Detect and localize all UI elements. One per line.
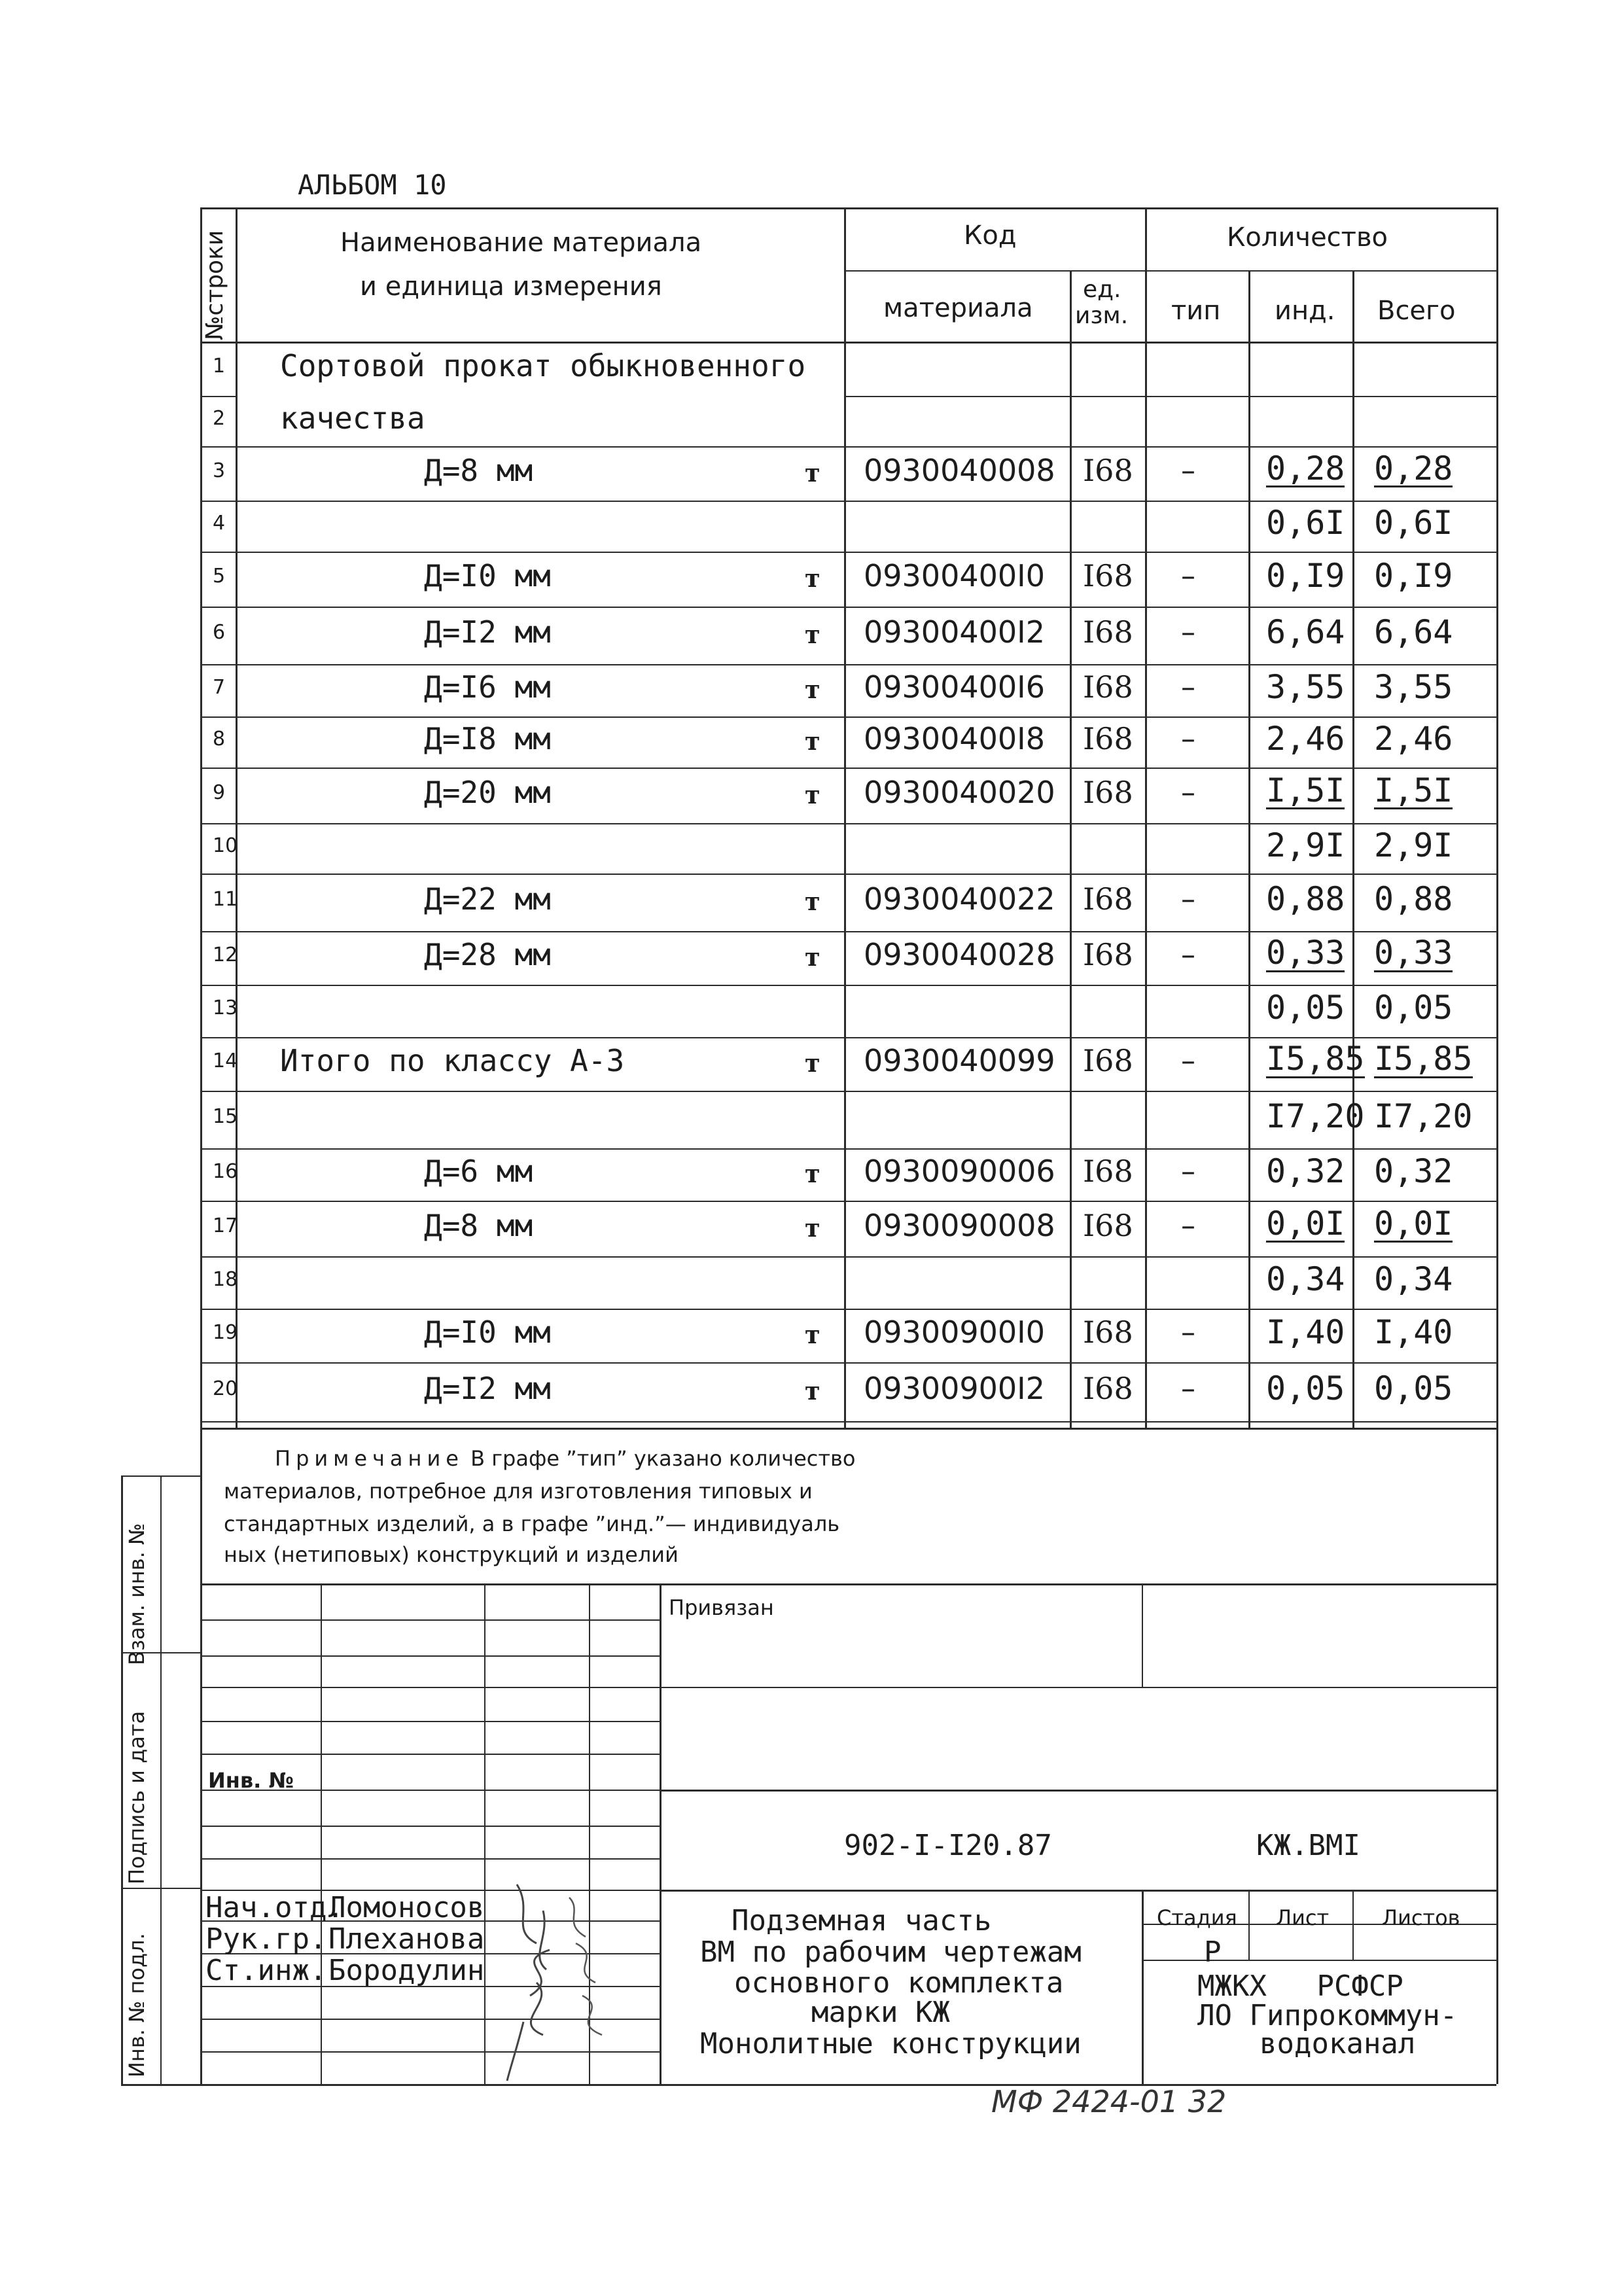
- measure-unit: т: [805, 563, 820, 593]
- material-code: 09300400I2: [864, 614, 1045, 650]
- title-line5: Монолитные конструкции: [700, 2027, 1082, 2060]
- title-line2: ВМ по рабочим чертежам: [700, 1935, 1082, 1969]
- qty-type: –: [1181, 1316, 1195, 1349]
- qty-ind: 0,05: [1266, 989, 1345, 1027]
- material-code: 09300400I0: [864, 558, 1045, 593]
- qty-ind: I7,20: [1266, 1097, 1365, 1135]
- row-line: [200, 874, 1496, 875]
- qty-ind: 0,I9: [1266, 557, 1345, 595]
- header-code-unit-2: изм.: [1075, 302, 1129, 329]
- note-line3: стандартных изделий, а в графе ”инд.”— индивидуаль: [224, 1511, 840, 1536]
- measure-unit: т: [805, 620, 820, 649]
- sheets-label: Листов: [1382, 1905, 1460, 1930]
- qty-ind: 0,34: [1266, 1260, 1345, 1298]
- stamp-row: [200, 1754, 660, 1755]
- header-name-line2: и единица измерения: [360, 272, 662, 302]
- qty-type: –: [1181, 671, 1195, 704]
- qty-ind: 0,88: [1266, 880, 1345, 918]
- unit-code: I68: [1083, 1043, 1133, 1078]
- title-line3: основного комплекта: [734, 1966, 1064, 2000]
- stage-value: Р: [1204, 1935, 1222, 1969]
- note-line2: материалов, потребное для изготовления типовых и: [224, 1479, 813, 1504]
- row-number: 1: [213, 354, 226, 378]
- header-code: Код: [964, 221, 1017, 251]
- measure-unit: т: [805, 942, 820, 972]
- qty-ind: 0,6I: [1266, 504, 1345, 542]
- qty-total: I7,20: [1374, 1097, 1473, 1135]
- material-code: 0930090006: [864, 1154, 1055, 1189]
- header-bottom-border: [200, 342, 1496, 344]
- row-number: 5: [213, 565, 226, 588]
- col-divider-code: [1070, 270, 1072, 1428]
- material-code: 09300900I0: [864, 1315, 1045, 1350]
- title-block-top: [200, 1583, 1496, 1585]
- row-number: 14: [213, 1050, 238, 1072]
- qty-total: 0,05: [1374, 989, 1453, 1027]
- row-number: 9: [213, 781, 226, 804]
- qty-total: 3,55: [1374, 668, 1453, 706]
- qty-type: –: [1181, 1372, 1195, 1405]
- material-name: Д=20 мм: [424, 774, 551, 810]
- title-line1: Подземная часть: [732, 1904, 992, 1937]
- staff-role: Нач.отд.: [205, 1891, 344, 1924]
- row-number: 18: [213, 1268, 238, 1291]
- stage-divider: [1142, 1890, 1144, 2084]
- qty-ind: 0,28: [1266, 449, 1345, 487]
- measure-unit: т: [805, 1048, 820, 1078]
- row-number: 20: [213, 1377, 238, 1400]
- header-qty-type: тип: [1171, 296, 1221, 326]
- side-label-vzam: Взам. инв. №: [124, 1523, 149, 1665]
- row-number: 15: [213, 1105, 238, 1128]
- privyazan-bottom: [660, 1687, 1496, 1688]
- row-number: 13: [213, 997, 238, 1019]
- signatures: [471, 1871, 641, 2087]
- stamp-row: [200, 1858, 660, 1860]
- footer-code: МФ 2424-01 32: [991, 2084, 1227, 2119]
- stamp-row: [200, 1687, 660, 1688]
- row-line: [200, 446, 1496, 448]
- material-code: 09300400I8: [864, 721, 1045, 756]
- material-code: 09300400I6: [864, 669, 1045, 705]
- material-name: Д=28 мм: [424, 937, 551, 972]
- qty-total: 6,64: [1374, 613, 1453, 651]
- qty-type: –: [1181, 883, 1195, 916]
- qty-ind: 6,64: [1266, 613, 1345, 651]
- row-number: 12: [213, 944, 238, 966]
- qty-type: –: [1181, 1155, 1195, 1188]
- row-number: 6: [213, 621, 226, 644]
- row-number: 8: [213, 728, 226, 751]
- row-line: [200, 1362, 1496, 1364]
- qty-ind: 0,32: [1266, 1152, 1345, 1190]
- side-frame-outer: [121, 1475, 123, 2084]
- row-line: [200, 552, 1496, 553]
- row-line: [200, 823, 1496, 824]
- material-name: Д=I2 мм: [424, 1371, 551, 1406]
- row-number: 7: [213, 676, 226, 699]
- title-line4: марки КЖ: [811, 1996, 950, 2029]
- row-line: [200, 1091, 1496, 1092]
- qty-ind: 0,33: [1266, 934, 1345, 972]
- row-line: [200, 716, 1496, 718]
- row-line: [200, 931, 1496, 932]
- staff-name: Плеханова: [328, 1922, 485, 1956]
- unit-code: I68: [1083, 937, 1133, 972]
- row-line: [200, 501, 1496, 502]
- col-divider-rowno: [236, 207, 238, 1428]
- side-label-podpis: Подпись и дата: [124, 1710, 149, 1884]
- header-qty-total: Всего: [1377, 296, 1456, 326]
- material-code: 0930040099: [864, 1043, 1055, 1078]
- row-line: [200, 607, 1496, 608]
- row-line: [200, 1421, 1496, 1422]
- privyazan-label: Привязан: [669, 1595, 774, 1620]
- qty-total: 2,46: [1374, 720, 1453, 758]
- material-name: Д=I0 мм: [424, 1315, 551, 1350]
- qty-total: 0,6I: [1374, 504, 1453, 542]
- stamp-row: [200, 1655, 660, 1657]
- unit-code: I68: [1083, 452, 1133, 488]
- qty-ind: I,5I: [1266, 771, 1345, 809]
- note-line1: [275, 1446, 855, 1471]
- material-code: 0930040008: [864, 452, 1055, 488]
- stamp-row: [200, 1619, 660, 1621]
- unit-code: I68: [1083, 558, 1133, 593]
- qty-total: 0,34: [1374, 1260, 1453, 1298]
- qty-type: –: [1181, 722, 1195, 756]
- unit-code: I68: [1083, 774, 1133, 810]
- header-code-material: материала: [883, 293, 1033, 323]
- qty-total: 0,28: [1374, 449, 1453, 487]
- measure-unit: т: [805, 675, 820, 704]
- stamp-row: [200, 1826, 660, 1827]
- row-line: [844, 396, 1496, 397]
- row-line: [200, 1201, 1496, 1202]
- measure-unit: т: [805, 457, 820, 487]
- row-line: [200, 396, 236, 397]
- unit-code: I68: [1083, 1154, 1133, 1189]
- material-name: Д=8 мм: [424, 1207, 533, 1243]
- qty-ind: 0,05: [1266, 1369, 1345, 1407]
- material-name: Итого по классу А-3: [280, 1043, 625, 1078]
- material-name: Сортовой прокат обыкновенного: [280, 347, 806, 383]
- row-number: 16: [213, 1160, 238, 1183]
- unit-code: I68: [1083, 1207, 1133, 1243]
- code-box-top: [660, 1790, 1496, 1792]
- measure-unit: т: [805, 887, 820, 916]
- qty-ind: 3,55: [1266, 668, 1345, 706]
- org-line3: водоканал: [1260, 2027, 1416, 2060]
- note-line4: ных (нетиповых) конструкций и изделий: [224, 1542, 679, 1567]
- unit-code: I68: [1083, 614, 1133, 650]
- inv-no-label: Инв. №: [208, 1768, 294, 1793]
- qty-type: –: [1181, 1209, 1195, 1243]
- staff-name: Бородулин: [328, 1954, 485, 1987]
- material-code: 0930040022: [864, 881, 1055, 917]
- row-line: [200, 985, 1496, 986]
- note-title: Примечание: [275, 1446, 464, 1471]
- material-code: 0930090008: [864, 1207, 1055, 1243]
- unit-code: I68: [1083, 1371, 1133, 1406]
- material-name: Д=I6 мм: [424, 669, 551, 705]
- code-box-bottom: [660, 1890, 1496, 1892]
- qty-type: –: [1181, 775, 1195, 809]
- material-name: Д=22 мм: [424, 881, 551, 917]
- stage-label: Стадия: [1157, 1905, 1237, 1930]
- album-label: АЛЬБОМ 10: [298, 169, 447, 201]
- row-line: [200, 1309, 1496, 1310]
- org-line1: МЖКХ РСФСР: [1197, 1969, 1403, 2003]
- qty-ind: 0,0I: [1266, 1204, 1345, 1243]
- unit-code: I68: [1083, 881, 1133, 917]
- col-divider-type: [1248, 270, 1250, 1428]
- qty-total: 0,32: [1374, 1152, 1453, 1190]
- material-name: Д=8 мм: [424, 452, 533, 488]
- qty-total: I5,85: [1374, 1040, 1473, 1078]
- qty-ind: I5,85: [1266, 1040, 1365, 1078]
- header-subline: [844, 270, 1496, 272]
- qty-type: –: [1181, 453, 1195, 487]
- qty-total: 0,05: [1374, 1369, 1453, 1407]
- doc-code: 902-I-I20.87: [844, 1829, 1052, 1862]
- qty-total: 0,I9: [1374, 557, 1453, 595]
- row-number: 17: [213, 1214, 238, 1237]
- col-divider-ind: [1352, 270, 1354, 1428]
- measure-unit: т: [805, 1159, 820, 1188]
- side-frame-inner: [160, 1475, 162, 2084]
- qty-type: –: [1181, 1044, 1195, 1078]
- row-number: 4: [213, 512, 226, 535]
- header-row-no: №строки: [202, 230, 228, 340]
- stage-value-line: [1142, 1960, 1496, 1961]
- header-code-unit-1: ед.: [1083, 276, 1121, 303]
- material-name: Д=6 мм: [424, 1154, 533, 1189]
- qty-type: –: [1181, 559, 1195, 593]
- qty-total: 0,0I: [1374, 1204, 1453, 1243]
- unit-code: I68: [1083, 669, 1133, 705]
- material-code: 09300900I2: [864, 1371, 1045, 1406]
- qty-total: 2,9I: [1374, 826, 1453, 864]
- unit-code: I68: [1083, 1315, 1133, 1350]
- qty-type: –: [1181, 938, 1195, 972]
- title-block-divider: [660, 1583, 661, 2084]
- header-qty-ind: инд.: [1275, 296, 1335, 326]
- sheet-label: Лист: [1276, 1905, 1330, 1930]
- stamp-col-1: [321, 1583, 322, 2084]
- row-number: 11: [213, 888, 238, 911]
- measure-unit: т: [805, 1376, 820, 1405]
- stamp-row: [200, 1721, 660, 1722]
- row-line: [200, 1256, 1496, 1258]
- col-divider-name: [844, 207, 846, 1428]
- staff-role: Рук.гр.: [205, 1922, 327, 1956]
- material-name: качества: [280, 400, 425, 436]
- note-text-1: В графе ”тип” указано количество: [470, 1446, 856, 1471]
- table-right-border: [1496, 207, 1498, 2084]
- row-line: [200, 1148, 1496, 1150]
- staff-name: Ломоносов: [328, 1891, 485, 1924]
- row-number: 19: [213, 1321, 238, 1344]
- material-name: Д=I0 мм: [424, 558, 551, 593]
- qty-ind: 2,9I: [1266, 826, 1345, 864]
- table-bottom-border: [200, 1428, 1496, 1430]
- col-divider-unit: [1145, 207, 1147, 1428]
- measure-unit: т: [805, 726, 820, 756]
- doc-mark: КЖ.ВМI: [1256, 1829, 1360, 1862]
- material-name: Д=I2 мм: [424, 614, 551, 650]
- unit-code: I68: [1083, 721, 1133, 756]
- row-line: [200, 768, 1496, 769]
- row-line: [200, 664, 1496, 665]
- side-label-inv: Инв. № подл.: [124, 1933, 149, 2077]
- staff-role: Ст.инж.: [205, 1954, 327, 1987]
- header-name-line1: Наименование материала: [340, 228, 702, 258]
- table-left-border: [200, 207, 202, 1428]
- qty-total: I,5I: [1374, 771, 1453, 809]
- material-code: 0930040020: [864, 774, 1055, 810]
- qty-ind: 2,46: [1266, 720, 1345, 758]
- row-number: 10: [213, 834, 238, 857]
- qty-total: 0,33: [1374, 934, 1453, 972]
- material-name: Д=I8 мм: [424, 721, 551, 756]
- measure-unit: т: [805, 1320, 820, 1349]
- qty-total: I,40: [1374, 1313, 1453, 1351]
- measure-unit: т: [805, 779, 820, 809]
- row-line: [200, 1037, 1496, 1038]
- side-divider-2: [121, 1888, 200, 1889]
- measure-unit: т: [805, 1212, 820, 1243]
- qty-type: –: [1181, 616, 1195, 649]
- material-code: 0930040028: [864, 937, 1055, 972]
- table-top-border: [200, 207, 1496, 209]
- qty-total: 0,88: [1374, 880, 1453, 918]
- row-number: 2: [213, 406, 226, 430]
- privyazan-divider: [1142, 1583, 1143, 1687]
- frame-bottom: [121, 2084, 1496, 2086]
- row-number: 3: [213, 459, 226, 482]
- header-quantity: Количество: [1227, 222, 1388, 253]
- org-line2: ЛО Гипрокоммун-: [1197, 1999, 1458, 2032]
- qty-ind: I,40: [1266, 1313, 1345, 1351]
